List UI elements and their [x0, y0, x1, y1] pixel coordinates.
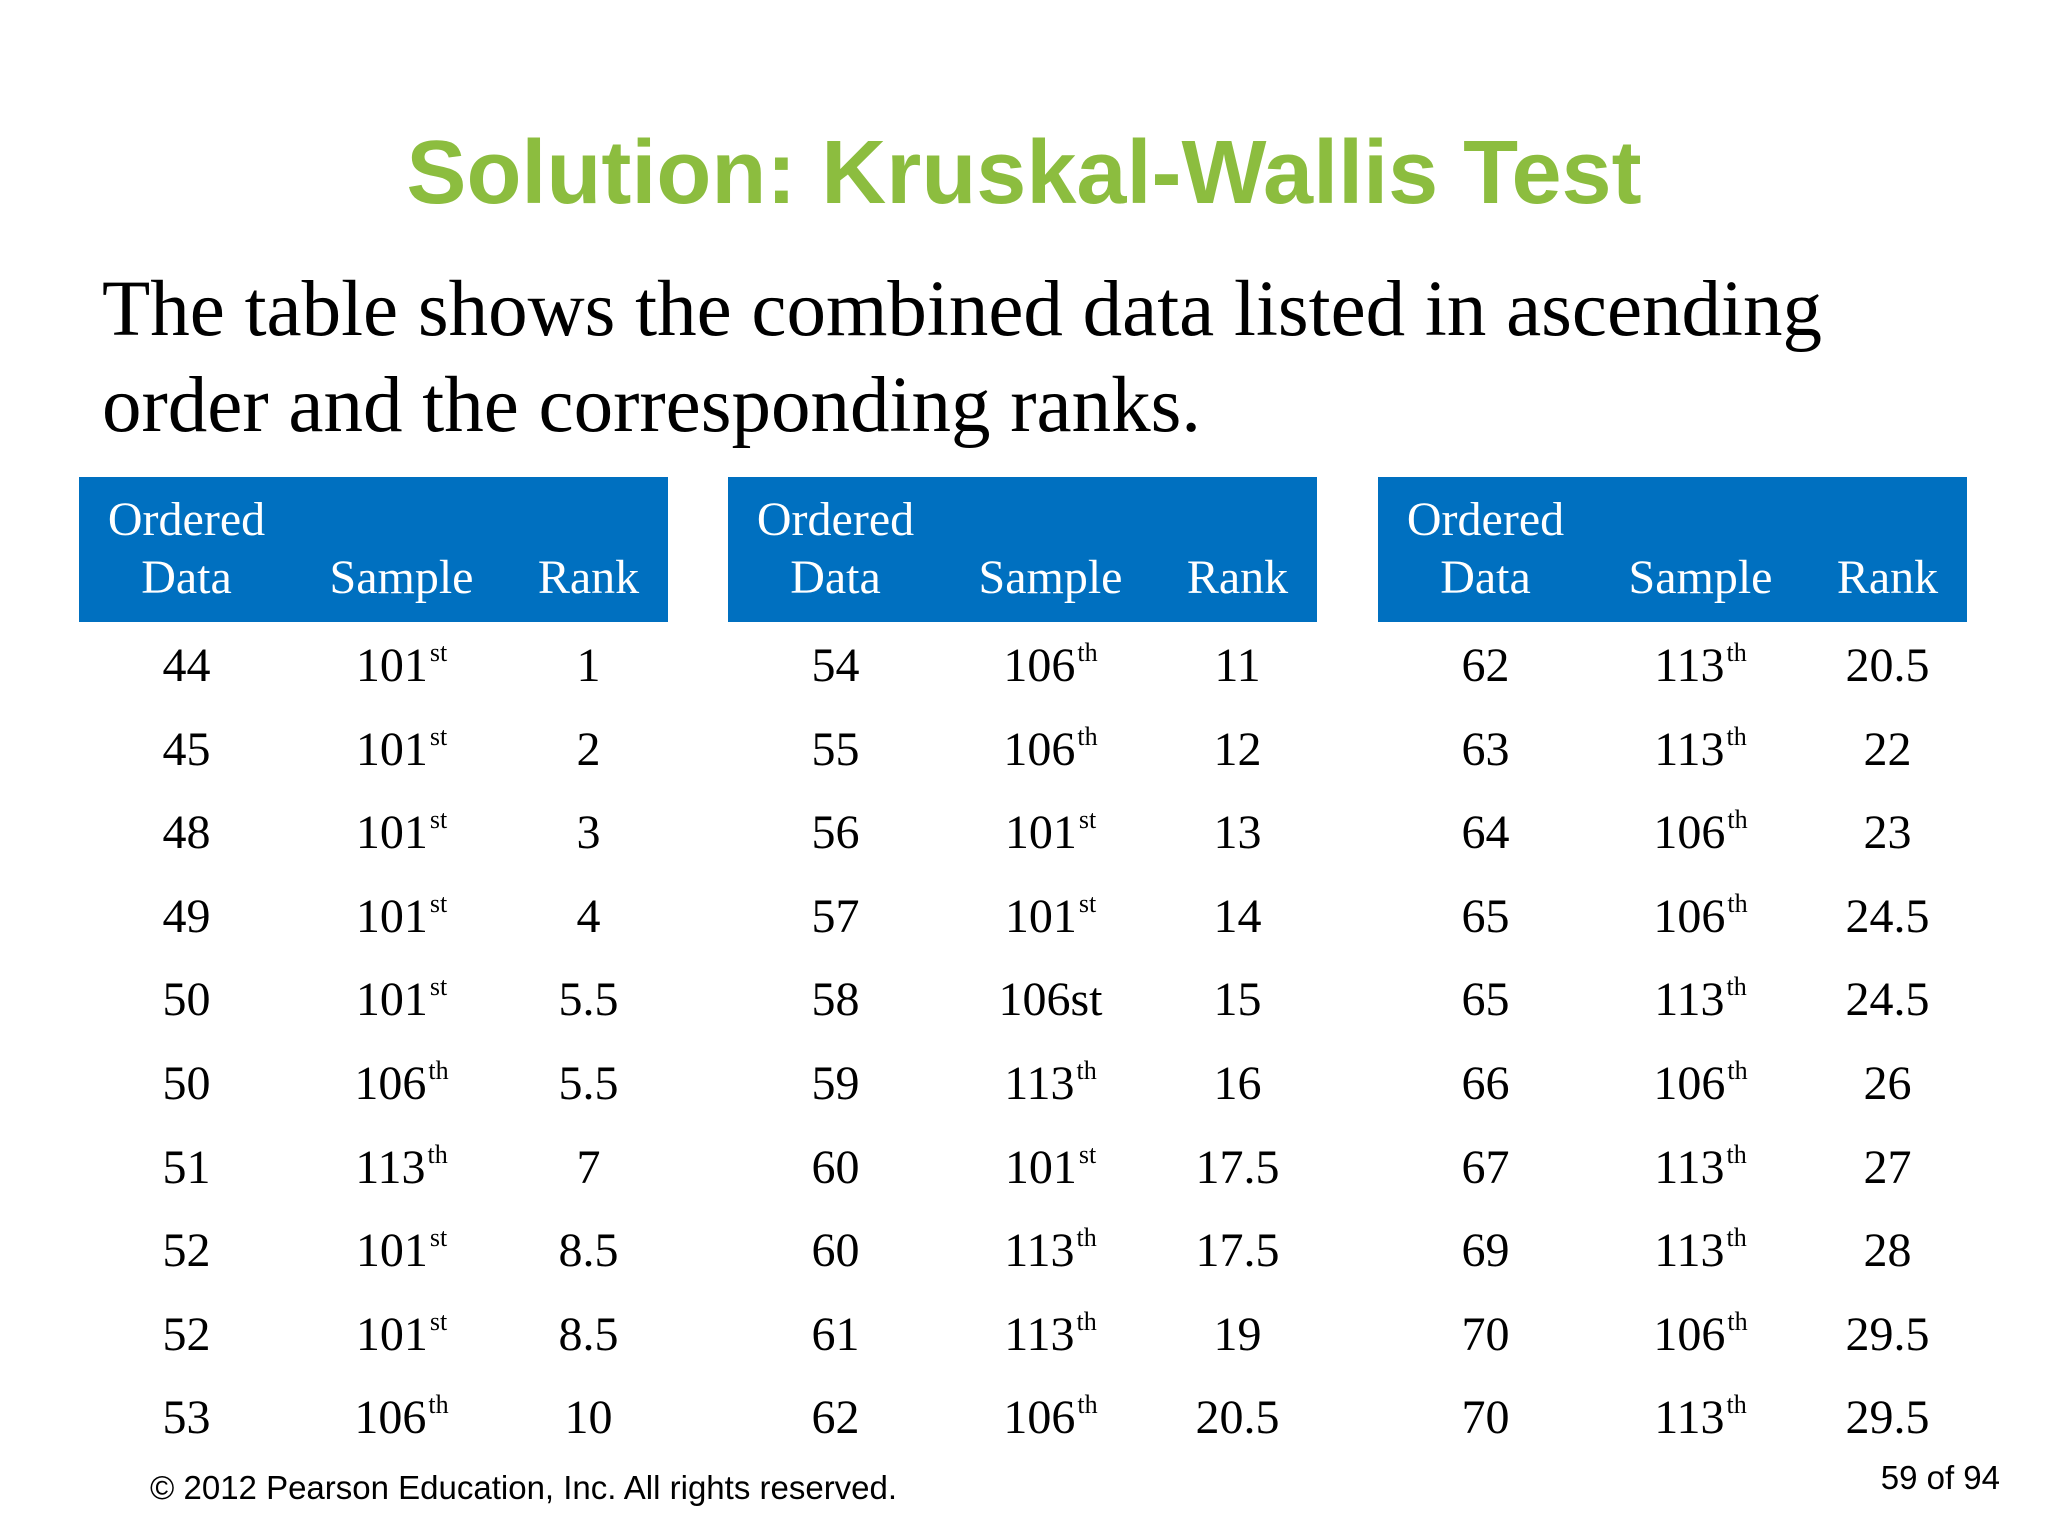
ordinal-suffix: th — [1726, 638, 1747, 667]
ordered-data-cell: 48 — [162, 806, 211, 860]
rank-cell: 19 — [1213, 1307, 1262, 1361]
sample-number: 101 — [1004, 1140, 1077, 1194]
rank-cell: 14 — [1213, 889, 1262, 943]
ordered-data-cell: 62 — [811, 1391, 860, 1445]
table-row — [79, 791, 668, 875]
table-row — [1378, 875, 1967, 959]
sample-number: 101 — [355, 639, 428, 692]
rank-cell: 10 — [564, 1391, 613, 1445]
sample-cell — [943, 1293, 1158, 1376]
sample-number: 106 — [1653, 1307, 1726, 1361]
table-row — [79, 1209, 668, 1293]
rank-cell: 27 — [1863, 1140, 1912, 1194]
ordered-data-cell: 52 — [162, 1307, 211, 1361]
sample-cell — [943, 1209, 1158, 1292]
sample-cell — [294, 1376, 509, 1459]
sample-cell — [943, 1376, 1158, 1459]
header-data-label: Data — [1440, 551, 1531, 604]
table-row — [1378, 1209, 1967, 1293]
sample-cell — [1593, 875, 1808, 958]
sample-cell — [1593, 791, 1808, 874]
sample-cell — [294, 791, 509, 874]
table-row — [728, 1376, 1317, 1460]
ordered-data-cell: 69 — [1461, 1224, 1510, 1278]
ordered-data-cell: 52 — [162, 1224, 211, 1278]
ordinal-suffix: st — [429, 972, 448, 1002]
ordinal-suffix: th — [428, 1055, 449, 1085]
sample-cell — [294, 958, 509, 1041]
slide-title: Solution: Kruskal-Wallis Test — [406, 123, 1642, 223]
rank-cell: 5.5 — [558, 1056, 619, 1110]
ordered-data-cell: 58 — [811, 973, 860, 1027]
rank-cell: 11 — [1214, 639, 1261, 692]
ordinal-suffix: th — [1727, 1055, 1748, 1085]
ordinal-suffix: st — [429, 1306, 448, 1336]
ranks-table-2 — [728, 477, 1317, 1460]
table-header — [1378, 477, 1967, 622]
header-sample: Sample — [978, 551, 1123, 604]
ordinal-suffix: th — [1076, 1055, 1097, 1085]
table-row — [79, 1293, 668, 1377]
sample-number: 101 — [355, 973, 428, 1027]
ordinal-suffix: th — [1727, 888, 1748, 918]
ordinal-suffix: th — [428, 1390, 449, 1420]
rank-cell: 3 — [576, 806, 601, 860]
sample-cell — [294, 624, 509, 707]
table-body — [79, 624, 668, 1460]
table-row — [728, 791, 1317, 875]
sample-cell — [1593, 1042, 1808, 1125]
sample-number: 106 — [1653, 806, 1726, 860]
sample-cell — [1593, 1293, 1808, 1376]
sample-cell — [294, 708, 509, 791]
ordinal-suffix: st — [1078, 888, 1097, 918]
ordered-data-cell: 45 — [162, 722, 211, 776]
ordinal-suffix: th — [1726, 1390, 1747, 1420]
rank-cell: 17.5 — [1195, 1224, 1280, 1278]
table-row — [1378, 958, 1967, 1042]
ordered-data-cell: 56 — [811, 806, 860, 860]
rank-cell: 1 — [576, 639, 601, 692]
ordinal-suffix: th — [1076, 1223, 1097, 1253]
ordered-data-cell: 64 — [1461, 806, 1510, 860]
sample-cell — [1593, 1376, 1808, 1459]
sample-number: 101 — [355, 722, 428, 776]
sample-number: 113 — [1654, 973, 1725, 1027]
rank-cell: 7 — [576, 1140, 601, 1194]
table-row — [79, 958, 668, 1042]
ordinal-suffix: st — [1078, 1139, 1097, 1169]
rank-cell: 4 — [576, 889, 601, 943]
sample-number: 113 — [355, 1140, 426, 1194]
ordered-data-cell: 50 — [162, 1056, 211, 1110]
ordered-data-cell: 67 — [1461, 1140, 1510, 1194]
sample-cell — [294, 1209, 509, 1292]
table-row — [79, 624, 668, 708]
rank-cell: 28 — [1863, 1224, 1912, 1278]
header-ordered-data — [79, 491, 294, 607]
sample-number: 113 — [1004, 1056, 1075, 1110]
sample-number: 106 — [1653, 889, 1726, 943]
sample-number: 106 — [1003, 639, 1076, 692]
table-row — [728, 1042, 1317, 1126]
table-row — [728, 958, 1317, 1042]
header-ordered-data — [728, 491, 943, 607]
ordered-data-cell: 70 — [1461, 1307, 1510, 1361]
rank-cell: 17.5 — [1195, 1140, 1280, 1194]
sample-cell — [943, 624, 1158, 707]
sample-cell — [1593, 1209, 1808, 1292]
sample-number: 113 — [1004, 1307, 1075, 1361]
ordinal-suffix: th — [1727, 1306, 1748, 1336]
table-row — [728, 1209, 1317, 1293]
table-row — [79, 875, 668, 959]
ordered-data-cell: 49 — [162, 889, 211, 943]
table-row — [79, 1042, 668, 1126]
sample-number: 106 — [1653, 1056, 1726, 1110]
ordinal-suffix: th — [1726, 721, 1747, 751]
table-row — [1378, 1126, 1967, 1210]
sample-cell — [1593, 958, 1808, 1041]
table-row — [1378, 1376, 1967, 1460]
ordered-data-cell: 60 — [811, 1140, 860, 1194]
rank-cell: 2 — [576, 722, 601, 776]
header-rank: Rank — [537, 551, 640, 604]
table-row — [1378, 624, 1967, 708]
table-row — [79, 708, 668, 792]
rank-cell: 20.5 — [1195, 1391, 1280, 1445]
table-row — [728, 624, 1317, 708]
sample-number: 106 — [354, 1056, 427, 1110]
intro-text: The table shows the combined data listed in ascending order and the corresponding ranks. — [102, 266, 1822, 449]
header-ordered-label: Ordered — [756, 493, 915, 546]
rank-cell: 23 — [1863, 806, 1912, 860]
ordinal-suffix: th — [1727, 805, 1748, 835]
sample-number: 106st — [998, 973, 1103, 1027]
ordered-data-cell: 65 — [1461, 973, 1510, 1027]
slide-number: 59 of 94 — [1880, 1459, 2000, 1496]
rank-cell: 29.5 — [1845, 1391, 1930, 1445]
ordered-data-cell: 59 — [811, 1056, 860, 1110]
ordered-data-cell: 51 — [162, 1140, 211, 1194]
ordered-data-cell: 61 — [811, 1307, 860, 1361]
sample-number: 106 — [1003, 722, 1076, 776]
rank-cell: 13 — [1213, 806, 1262, 860]
rank-cell: 8.5 — [558, 1307, 619, 1361]
header-ordered-label: Ordered — [1406, 493, 1565, 546]
sample-cell — [1593, 624, 1808, 707]
header-sample: Sample — [1628, 551, 1773, 604]
rank-cell: 5.5 — [558, 973, 619, 1027]
sample-cell — [294, 875, 509, 958]
table-row — [79, 1376, 668, 1460]
header-rank: Rank — [1836, 551, 1939, 604]
sample-number: 113 — [1654, 1391, 1725, 1445]
table-row — [728, 1293, 1317, 1377]
rank-cell: 26 — [1863, 1056, 1912, 1110]
sample-cell — [943, 1042, 1158, 1125]
ordinal-suffix: st — [429, 721, 448, 751]
ordered-data-cell: 44 — [162, 639, 211, 692]
table-row — [1378, 1293, 1967, 1377]
sample-cell — [943, 1126, 1158, 1209]
ordered-data-cell: 54 — [811, 639, 860, 692]
table-row — [728, 708, 1317, 792]
ordered-data-cell: 55 — [811, 722, 860, 776]
ordered-data-cell: 50 — [162, 973, 211, 1027]
rank-cell: 12 — [1213, 722, 1262, 776]
header-data-label: Data — [141, 551, 232, 604]
ordered-data-cell: 62 — [1461, 639, 1510, 692]
ordinal-suffix: st — [429, 805, 448, 835]
sample-number: 113 — [1654, 639, 1725, 692]
ranks-table-3 — [1378, 477, 1967, 1460]
ranks-table-1 — [79, 477, 668, 1460]
sample-cell — [294, 1293, 509, 1376]
header-ordered-label: Ordered — [107, 493, 266, 546]
sample-number: 101 — [1004, 806, 1077, 860]
table-row — [1378, 1042, 1967, 1126]
sample-number: 101 — [355, 1307, 428, 1361]
ordered-data-cell: 66 — [1461, 1056, 1510, 1110]
rank-cell: 15 — [1213, 973, 1262, 1027]
sample-cell — [943, 791, 1158, 874]
sample-cell — [943, 875, 1158, 958]
sample-number: 113 — [1004, 1224, 1075, 1278]
sample-cell — [1593, 1126, 1808, 1209]
sample-number: 113 — [1654, 1224, 1725, 1278]
sample-cell — [943, 958, 1158, 1041]
rank-cell: 24.5 — [1845, 889, 1930, 943]
sample-cell — [943, 708, 1158, 791]
header-rank: Rank — [1186, 551, 1289, 604]
table-header — [728, 477, 1317, 622]
ordinal-suffix: th — [427, 1139, 448, 1169]
ordinal-suffix: th — [1077, 1390, 1098, 1420]
rank-cell: 29.5 — [1845, 1307, 1930, 1361]
sample-cell — [294, 1042, 509, 1125]
rank-cell: 16 — [1213, 1056, 1262, 1110]
rank-cell: 20.5 — [1845, 639, 1930, 692]
ordinal-suffix: st — [429, 638, 448, 667]
ordinal-suffix: st — [1078, 805, 1097, 835]
ordered-data-cell: 70 — [1461, 1391, 1510, 1445]
ordinal-suffix: st — [429, 888, 448, 918]
ordinal-suffix: th — [1726, 1223, 1747, 1253]
sample-number: 113 — [1654, 1140, 1725, 1194]
table-body — [728, 624, 1317, 1460]
sample-number: 101 — [355, 889, 428, 943]
sample-cell — [1593, 708, 1808, 791]
rank-cell: 8.5 — [558, 1224, 619, 1278]
ordinal-suffix: th — [1726, 1139, 1747, 1169]
ordinal-suffix: st — [429, 1223, 448, 1253]
ordered-data-cell: 53 — [162, 1391, 211, 1445]
ordinal-suffix: th — [1077, 638, 1098, 667]
table-header — [79, 477, 668, 622]
sample-number: 106 — [1003, 1391, 1076, 1445]
ordered-data-cell: 65 — [1461, 889, 1510, 943]
rank-cell: 22 — [1863, 722, 1912, 776]
ordered-data-cell: 57 — [811, 889, 860, 943]
ordered-data-cell: 60 — [811, 1224, 860, 1278]
ordinal-suffix: th — [1726, 972, 1747, 1002]
table-row — [79, 1126, 668, 1210]
sample-cell — [294, 1126, 509, 1209]
table-body — [1378, 624, 1967, 1460]
sample-number: 113 — [1654, 722, 1725, 776]
sample-number: 101 — [355, 1224, 428, 1278]
ordinal-suffix: th — [1076, 1306, 1097, 1336]
copyright-footer: © 2012 Pearson Education, Inc. All rights reserved. — [150, 1469, 898, 1506]
rank-cell: 24.5 — [1845, 973, 1930, 1027]
header-sample: Sample — [329, 551, 474, 604]
sample-number: 101 — [1004, 889, 1077, 943]
sample-number: 101 — [355, 806, 428, 860]
sample-number: 106 — [354, 1391, 427, 1445]
table-row — [1378, 791, 1967, 875]
table-row — [1378, 708, 1967, 792]
header-ordered-data — [1378, 491, 1593, 607]
table-row — [728, 875, 1317, 959]
ordinal-suffix: th — [1077, 721, 1098, 751]
ordered-data-cell: 63 — [1461, 722, 1510, 776]
table-row — [728, 1126, 1317, 1210]
header-data-label: Data — [790, 551, 881, 604]
